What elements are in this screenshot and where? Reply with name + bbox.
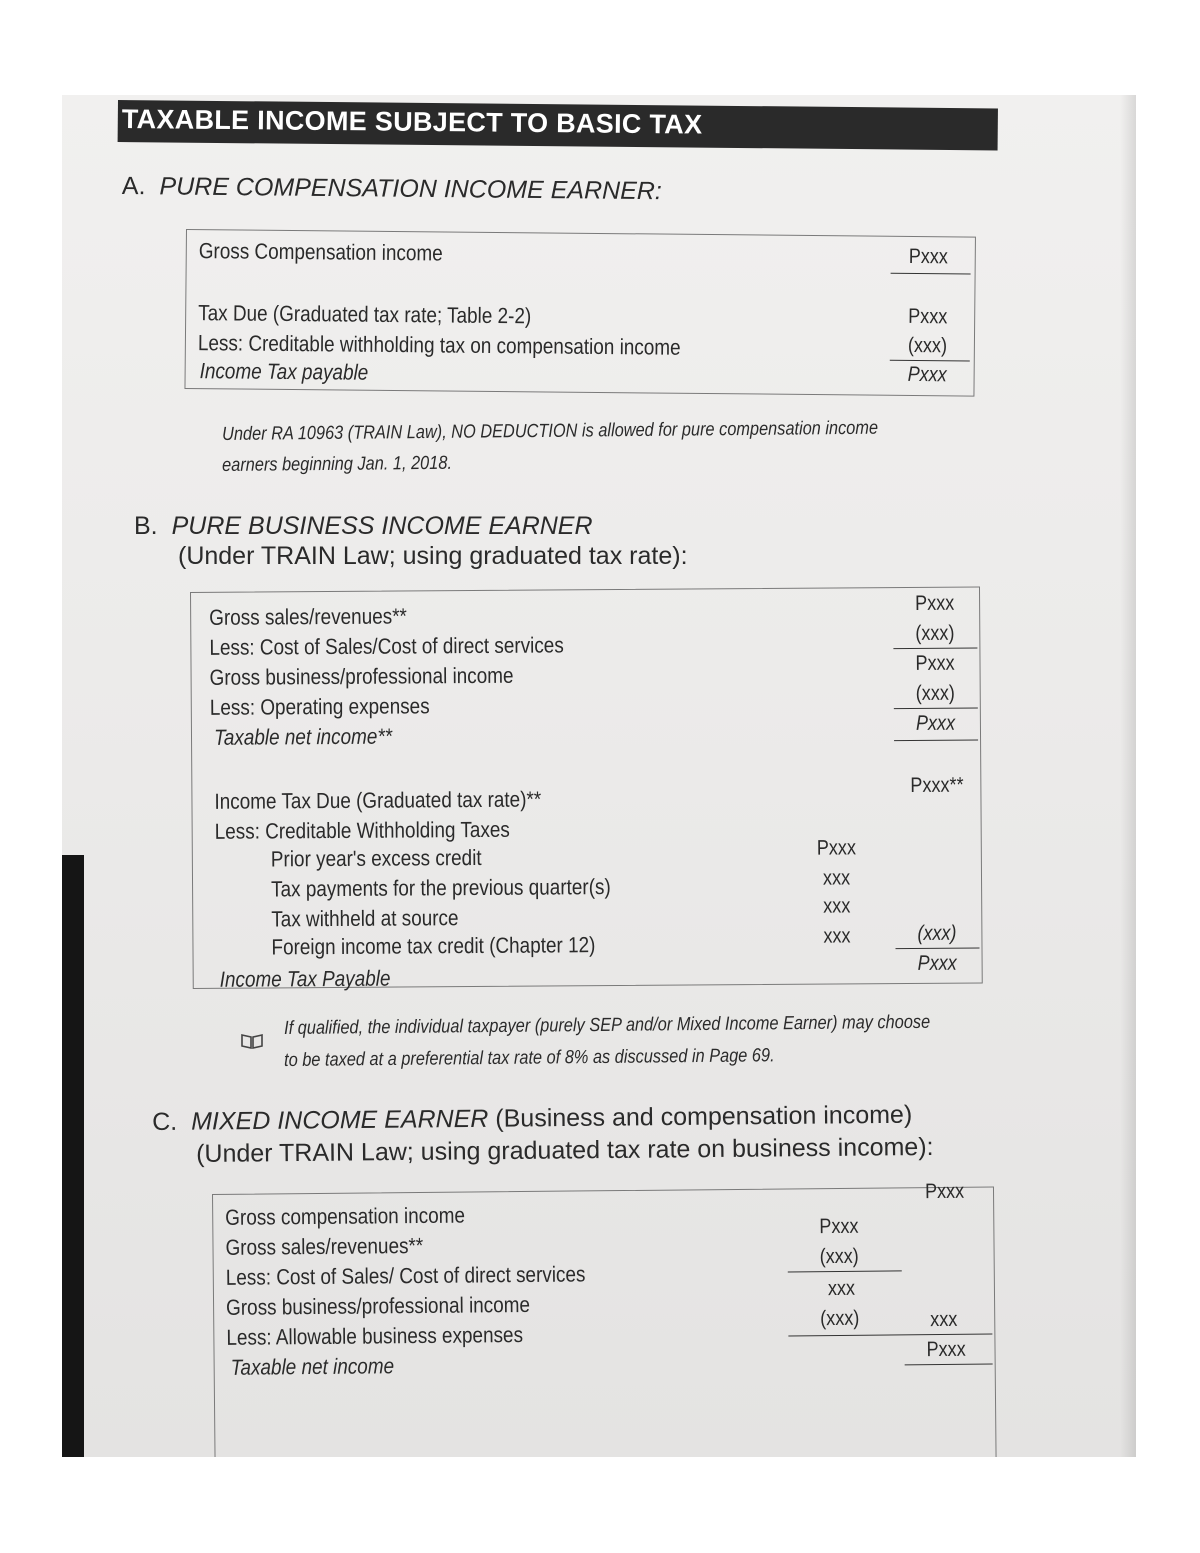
section-a-row-amount: Pxxx xyxy=(908,304,948,329)
section-c-table xyxy=(212,1179,997,1475)
section-b-row-sub-amount: xxx xyxy=(823,924,851,948)
section-b-row-label: Gross sales/revenues** xyxy=(209,603,407,630)
section-b-row-amount: (xxx) xyxy=(915,681,955,705)
book-icon xyxy=(240,1032,264,1050)
section-a-title: PURE COMPENSATION INCOME EARNER: xyxy=(159,172,662,206)
section-b-row-label: Foreign income tax credit (Chapter 12) xyxy=(271,932,596,960)
section-c-row-label: Gross sales/revenues** xyxy=(225,1232,424,1260)
page-title: TAXABLE INCOME SUBJECT TO BASIC TAX xyxy=(121,104,703,140)
section-c-row-label: Less: Allowable business expenses xyxy=(226,1322,524,1350)
section-c-row-label: Gross compensation income xyxy=(225,1202,466,1230)
section-b-note-line-2: to be taxed at a preferential tax rate of 8% as discussed in Page 69. xyxy=(284,1045,775,1071)
section-a-heading xyxy=(122,172,662,206)
underline-rule xyxy=(894,708,978,710)
section-b-row-label: Less: Operating expenses xyxy=(209,693,430,720)
section-b-row-label: Gross business/professional income xyxy=(209,662,514,690)
section-a-note-line-2: earners beginning Jan. 1, 2018. xyxy=(222,452,453,476)
section-c-title-rest: (Business and compensation income) xyxy=(495,1100,913,1133)
section-b-row-amount: Pxxx xyxy=(915,711,956,735)
section-a-row-label: Tax Due (Graduated tax rate; Table 2-2) xyxy=(198,300,532,329)
section-b-letter: B. xyxy=(134,512,158,540)
section-c-row-sub-amount: (xxx) xyxy=(820,1306,860,1331)
section-b-row-sub-amount: Pxxx xyxy=(816,836,857,860)
section-a-row-label: Income Tax payable xyxy=(199,358,369,385)
section-b-row-label: Prior year's excess credit xyxy=(270,844,482,872)
section-c-letter: C. xyxy=(152,1107,178,1136)
section-c-row-sub-amount: Pxxx xyxy=(819,1214,859,1239)
section-b-row-amount: Pxxx xyxy=(917,951,957,975)
section-b-row-amount: Pxxx xyxy=(915,651,955,675)
underline-rule xyxy=(788,1270,902,1272)
section-b-row-label: Income Tax Due (Graduated tax rate)** xyxy=(214,786,542,814)
section-b-row-label: Less: Cost of Sales/Cost of direct services xyxy=(209,632,564,660)
section-b-row-label: Income Tax Payable xyxy=(219,965,391,992)
underline-rule xyxy=(896,947,980,949)
section-a-letter: A. xyxy=(121,172,146,201)
section-c-title: MIXED INCOME EARNER xyxy=(190,1104,489,1136)
section-b-title: PURE BUSINESS INCOME EARNER xyxy=(171,512,593,540)
section-a-row-amount: (xxx) xyxy=(907,333,948,358)
section-c-row-amount: Pxxx xyxy=(926,1337,966,1362)
section-a-table xyxy=(184,229,975,397)
underline-rule xyxy=(788,1334,992,1337)
section-b-note-line-1: If qualified, the individual taxpayer (purely SEP and/or Mixed Income Earner) may choose xyxy=(284,1011,931,1039)
section-a-row-label: Less: Creditable withholding tax on compensation income xyxy=(197,330,681,360)
section-b-row-label: Tax withheld at source xyxy=(271,905,459,932)
section-b-row-label: Tax payments for the previous quarter(s) xyxy=(270,874,611,902)
less-prefix: Less: Creditable Withholding Taxes xyxy=(214,816,510,844)
section-b-row-amount: (xxx) xyxy=(915,621,955,645)
section-b-row-label xyxy=(215,817,510,845)
section-b-row-amount: (xxx) xyxy=(917,921,957,945)
section-c-row-label: Less: Cost of Sales/ Cost of direct services xyxy=(225,1261,586,1290)
section-b-subtitle: (Under TRAIN Law; using graduated tax rate): xyxy=(178,542,688,570)
section-a-note-line-1: Under RA 10963 (TRAIN Law), NO DEDUCTION is allowed for pure compensation income xyxy=(222,417,879,445)
section-b-row-sub-amount: xxx xyxy=(822,866,851,890)
section-b-heading xyxy=(134,512,593,541)
section-c-row-amount: xxx xyxy=(930,1307,958,1332)
section-b-row-sub-amount: xxx xyxy=(823,894,851,918)
section-b-row-amount: Pxxx xyxy=(915,591,955,615)
section-b-table xyxy=(190,586,983,992)
section-c-row-label: Gross business/professional income xyxy=(225,1291,531,1320)
section-c-row-sub-amount: (xxx) xyxy=(819,1244,859,1269)
section-c-row-amount: Pxxx xyxy=(924,1179,965,1204)
section-c-row-label: Taxable net income xyxy=(230,1353,395,1380)
underline-rule xyxy=(905,1364,993,1366)
book-spine-shadow xyxy=(62,855,84,1457)
section-a-row-label: Gross Compensation income xyxy=(198,238,443,266)
section-c-row-sub-amount: xxx xyxy=(827,1276,856,1301)
underline-rule xyxy=(893,648,977,650)
underline-rule xyxy=(890,360,970,362)
page-edge-shadow xyxy=(1120,95,1136,1457)
section-b-row-amount: Pxxx** xyxy=(910,773,964,797)
section-a-row-amount: Pxxx xyxy=(908,244,949,269)
section-b-row-label: Taxable net income** xyxy=(213,723,393,750)
section-c-subtitle: (Under TRAIN Law; using graduated tax rate on business income): xyxy=(196,1132,934,1168)
underline-rule xyxy=(894,740,978,742)
section-a-row-amount: Pxxx xyxy=(907,362,947,387)
underline-rule xyxy=(891,273,971,275)
page-bottom-margin xyxy=(0,1457,1200,1553)
